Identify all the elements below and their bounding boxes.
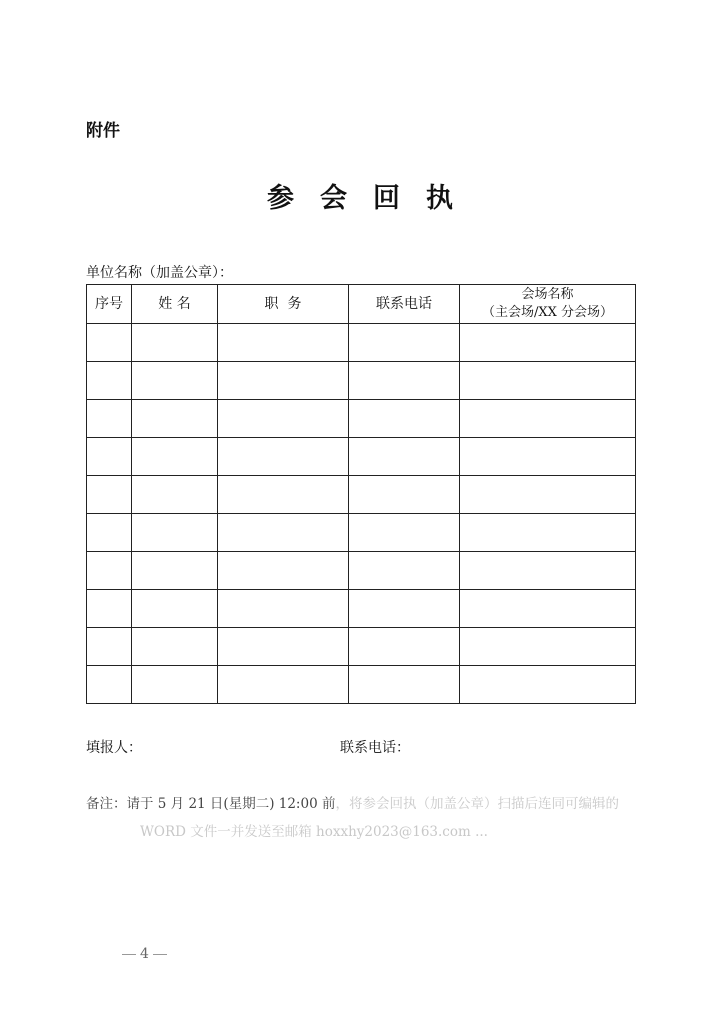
table-row (87, 514, 636, 552)
name-cell[interactable] (132, 628, 218, 666)
phone-cell[interactable] (349, 628, 460, 666)
position-cell[interactable] (218, 476, 349, 514)
position-cell[interactable] (218, 438, 349, 476)
index-cell[interactable] (87, 666, 132, 704)
index-cell[interactable] (87, 362, 132, 400)
venue-cell[interactable] (460, 438, 636, 476)
index-cell[interactable] (87, 438, 132, 476)
page-number: 4 (118, 946, 171, 962)
table-row (87, 590, 636, 628)
phone-cell[interactable] (349, 514, 460, 552)
table-row (87, 628, 636, 666)
contact-phone-label: 联系电话： (340, 740, 410, 756)
name-cell[interactable] (132, 552, 218, 590)
position-cell[interactable] (218, 666, 349, 704)
position-cell[interactable] (218, 552, 349, 590)
venue-cell[interactable] (460, 552, 636, 590)
name-cell[interactable] (132, 400, 218, 438)
unit-name-label: 单位名称（加盖公章）： (86, 265, 233, 281)
phone-cell[interactable] (349, 666, 460, 704)
name-cell[interactable] (132, 590, 218, 628)
venue-cell[interactable] (460, 514, 636, 552)
index-cell[interactable] (87, 628, 132, 666)
name-cell[interactable] (132, 666, 218, 704)
phone-cell[interactable] (349, 362, 460, 400)
index-cell[interactable] (87, 324, 132, 362)
phone-cell[interactable] (349, 400, 460, 438)
name-cell[interactable] (132, 438, 218, 476)
header-venue (460, 285, 636, 324)
header-phone: 联系电话 (349, 285, 460, 324)
filler-label: 填报人： (86, 740, 142, 756)
table-row (87, 438, 636, 476)
index-cell[interactable] (87, 590, 132, 628)
header-venue-subtitle: （主会场/XX 分会场） (481, 305, 614, 320)
header-name: 姓 名 (132, 285, 218, 324)
name-cell[interactable] (132, 476, 218, 514)
table-row (87, 666, 636, 704)
phone-cell[interactable] (349, 590, 460, 628)
table-header-row (87, 285, 636, 324)
venue-cell[interactable] (460, 476, 636, 514)
header-venue-title: 会场名称 (521, 287, 574, 302)
name-cell[interactable] (132, 324, 218, 362)
attendee-table (86, 284, 636, 704)
position-cell[interactable] (218, 590, 349, 628)
attachment-label: 附件 (86, 121, 120, 141)
phone-cell[interactable] (349, 476, 460, 514)
table-body (87, 324, 636, 704)
table-row (87, 324, 636, 362)
name-cell[interactable] (132, 514, 218, 552)
note-line1: 备注：请于 5 月 21 日(星期二) 12:00 前 (86, 796, 336, 812)
venue-cell[interactable] (460, 628, 636, 666)
venue-cell[interactable] (460, 362, 636, 400)
remarks-note (86, 790, 666, 846)
position-cell[interactable] (218, 362, 349, 400)
position-cell[interactable] (218, 400, 349, 438)
position-cell[interactable] (218, 628, 349, 666)
index-cell[interactable] (87, 514, 132, 552)
venue-cell[interactable] (460, 324, 636, 362)
venue-cell[interactable] (460, 666, 636, 704)
index-cell[interactable] (87, 400, 132, 438)
page-title: 参会回执 (267, 183, 479, 214)
table-row (87, 552, 636, 590)
table-row (87, 362, 636, 400)
header-position: 职 务 (218, 285, 349, 324)
index-cell[interactable] (87, 476, 132, 514)
venue-cell[interactable] (460, 590, 636, 628)
venue-cell[interactable] (460, 400, 636, 438)
index-cell[interactable] (87, 552, 132, 590)
phone-cell[interactable] (349, 324, 460, 362)
table-row (87, 400, 636, 438)
name-cell[interactable] (132, 362, 218, 400)
phone-cell[interactable] (349, 438, 460, 476)
note-line2: WORD 文件一并发送至邮箱 hoxxhy2023@163.com ... (140, 824, 488, 840)
phone-cell[interactable] (349, 552, 460, 590)
note-line1-faded: ，将参会回执（加盖公章）扫描后连同可编辑的 (335, 796, 619, 812)
position-cell[interactable] (218, 324, 349, 362)
table-row (87, 476, 636, 514)
position-cell[interactable] (218, 514, 349, 552)
header-index: 序号 (87, 285, 132, 324)
